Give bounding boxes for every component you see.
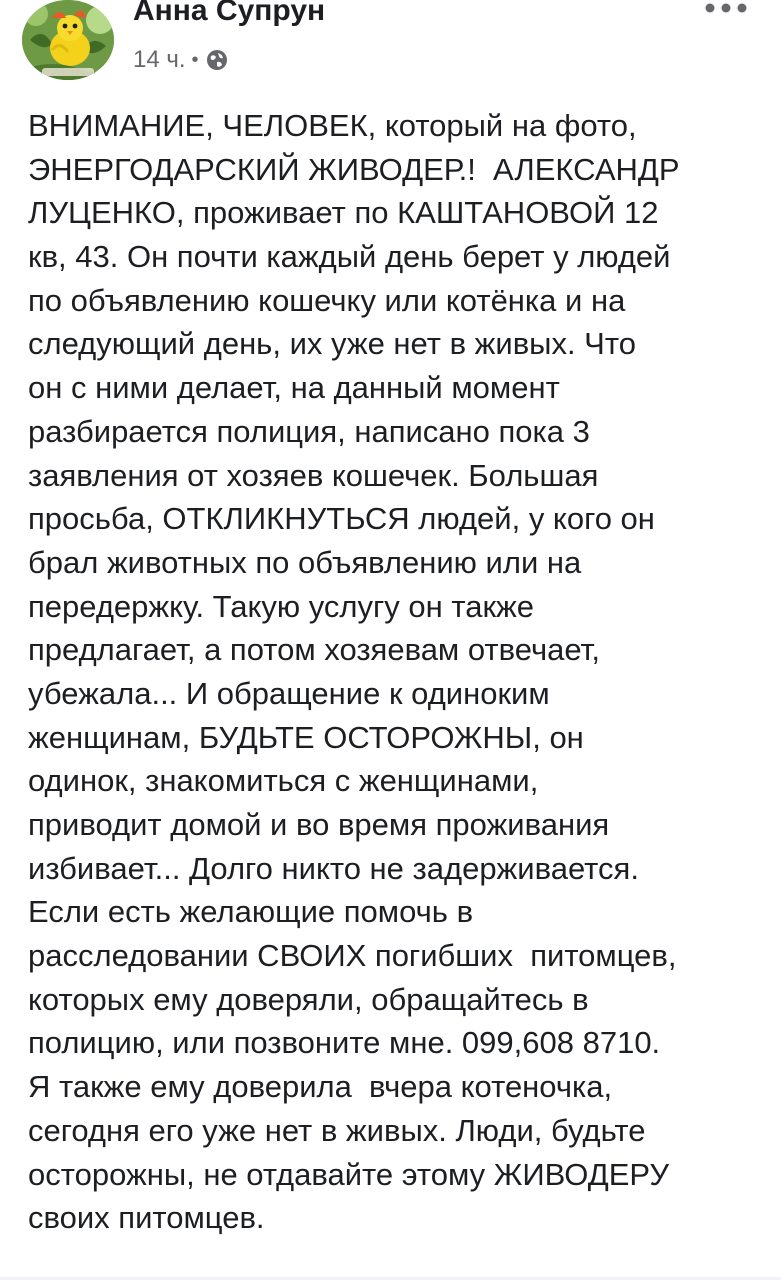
post-text-line: полицию, или позвоните мне. 099,608 8710. [28, 1025, 661, 1061]
post-text-line: предлагает, а потом хозяевам отвечает, [28, 632, 600, 668]
post-text-line: Я также ему доверила вчера котеночка, [28, 1069, 613, 1105]
post-text-line: ЛУЦЕНКО, проживает по КАШТАНОВОЙ 12 [28, 195, 659, 231]
post-text-line: брал животных по объявлению или на [28, 544, 582, 580]
post-text-line: Если есть желающие помочь в [28, 894, 474, 930]
post-text-line: ЭНЕРГОДАРСКИЙ ЖИВОДЕР.! АЛЕКСАНДР [28, 151, 680, 187]
author-name[interactable]: Анна Супрун [133, 0, 326, 27]
post-text-line: расследовании СВОИХ погибших питомцев, [28, 938, 677, 974]
post-text-line: ВНИМАНИЕ, ЧЕЛОВЕК, который на фото, [28, 108, 637, 143]
post-header [0, 0, 781, 110]
post-text-line: сегодня его уже нет в живых. Люди, будьте [28, 1112, 646, 1148]
author-avatar[interactable] [22, 0, 114, 80]
post-text-line: женщинам, БУДЬТЕ ОСТОРОЖНЫ, он [28, 719, 584, 755]
post-text-line: следующий день, их уже нет в живых. Что [28, 326, 636, 362]
chick-avatar-icon [22, 0, 114, 80]
post-text-line: по объявлению кошечку или котёнка и на [28, 282, 626, 318]
meta-separator: • [191, 48, 199, 71]
post-text-line: кв, 43. Он почти каждый день берет у людей [28, 239, 671, 275]
more-options-button[interactable] [701, 0, 751, 22]
more-dots-icon [701, 0, 751, 22]
post-text-line: он с ними делает, на данный момент [28, 370, 560, 406]
post-body-text [28, 104, 758, 1240]
post-text-line: осторожны, не отдавайте этому ЖИВОДЕРУ [28, 1156, 670, 1192]
post-meta [133, 44, 229, 76]
post-text-line: передержку. Такую услугу он также [28, 588, 534, 624]
post-text-line: одинок, знакомиться с женщинами, [28, 763, 539, 799]
post-text-line: избивает... Долго никто не задерживается. [28, 850, 639, 886]
post-text-line: разбирается полиция, написано пока 3 [28, 413, 590, 449]
globe-icon [205, 48, 229, 72]
post-text-line: которых ему доверяли, обращайтесь в [28, 981, 589, 1017]
post-text-line: приводит домой и во время проживания [28, 807, 610, 842]
post-text-line: своих питомцев. [28, 1200, 265, 1236]
post-time[interactable]: 14 ч. [133, 46, 186, 73]
post-text-line: заявления от хозяев кошечек. Большая [28, 457, 599, 493]
post-text-line: просьба, ОТКЛИКНУТЬСЯ людей, у кого он [28, 501, 655, 537]
post-text-line: убежала... И обращение к одиноким [28, 675, 550, 711]
